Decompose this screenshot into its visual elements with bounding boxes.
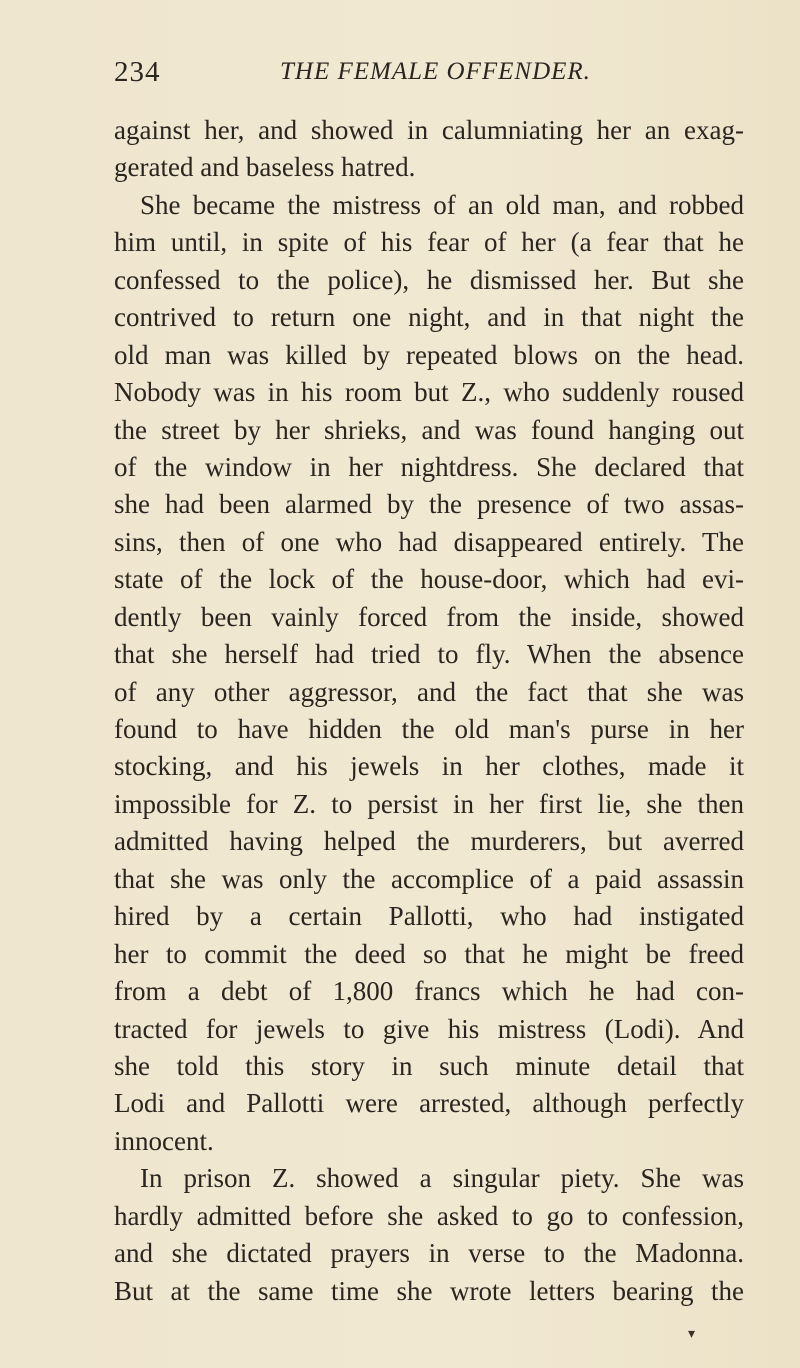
text-line: him until, in spite of his fear of her (a fear that he — [114, 227, 744, 258]
text-line: impossible for Z. to persist in her first lie, she then — [114, 788, 744, 819]
text-line: Nobody was in his room but Z., who suddenly roused — [114, 377, 744, 408]
text-line: Lodi and Pallotti were arrested, although perfectly — [114, 1088, 744, 1119]
text-line: she had been alarmed by the presence of two assas- — [114, 489, 744, 520]
text-line: tracted for jewels to give his mistress (Lodi). And — [114, 1013, 744, 1044]
text-line: of any other aggressor, and the fact that she was — [114, 676, 744, 707]
text-line: contrived to return one night, and in that night the — [114, 302, 744, 333]
running-head: THE FEMALE OFFENDER. — [280, 58, 591, 85]
text-line: confessed to the police), he dismissed her. But she — [114, 264, 744, 295]
text-line: stocking, and his jewels in her clothes, made it — [114, 751, 744, 782]
text-line: She became the mistress of an old man, and robbed — [140, 189, 744, 220]
text-line: admitted having helped the murderers, but averred — [114, 826, 744, 857]
text-line: her to commit the deed so that he might be freed — [114, 938, 744, 969]
page-number: 234 — [114, 56, 161, 88]
text-line: innocent. — [114, 1125, 214, 1156]
text-line: In prison Z. showed a singular piety. She was — [140, 1163, 744, 1194]
text-line: old man was killed by repeated blows on the head. — [114, 339, 744, 370]
text-line: from a debt of 1,800 francs which he had con- — [114, 976, 744, 1007]
text-line: the street by her shrieks, and was found hanging out — [114, 414, 744, 445]
text-line: and she dictated prayers in verse to the Madonna. — [114, 1238, 744, 1269]
text-line: dently been vainly forced from the inside, showed — [114, 601, 744, 632]
text-line: found to have hidden the old man's purse in her — [114, 714, 744, 744]
text-line: that she herself had tried to fly. When the absence — [114, 639, 744, 670]
text-line: she told this story in such minute detail that — [114, 1050, 744, 1081]
text-line: against her, and showed in calumniating her an exag- — [114, 115, 744, 145]
text-line: of the window in her nightdress. She declared that — [114, 451, 744, 482]
text-line: hired by a certain Pallotti, who had instigated — [114, 901, 744, 932]
body-text — [114, 112, 744, 1310]
text-line: that she was only the accomplice of a paid assassin — [114, 863, 744, 894]
text-line: state of the lock of the house-door, which had evi- — [114, 564, 744, 595]
text-line: But at the same time she wrote letters bearing the — [114, 1275, 744, 1306]
text-line: gerated and baseless hatred. — [114, 152, 416, 183]
page-header — [114, 56, 744, 96]
text-line: sins, then of one who had disappeared entirely. The — [114, 526, 744, 557]
footer-mark: ▾ — [688, 1327, 696, 1342]
text-line: hardly admitted before she asked to go to confession, — [114, 1200, 744, 1231]
